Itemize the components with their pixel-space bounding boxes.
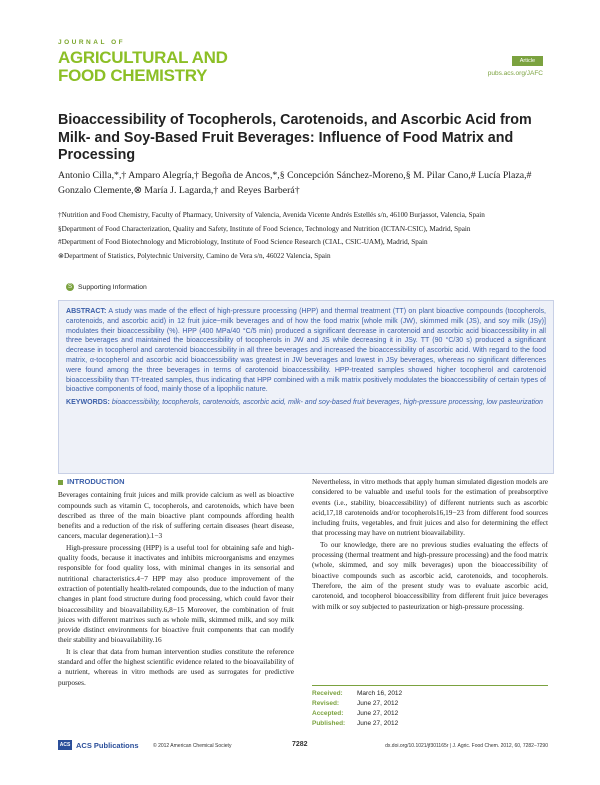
section-heading-introduction — [58, 477, 294, 487]
supporting-info-label: Supporting Information — [78, 283, 147, 291]
acs-logo-icon: ACS — [59, 742, 71, 748]
left-column — [58, 477, 294, 689]
date-label: Revised: — [312, 700, 340, 707]
date-label: Received: — [312, 690, 343, 697]
publisher-name: ACS Publications — [76, 740, 139, 750]
abstract-label: ABSTRACT: — [66, 308, 107, 315]
doi-citation[interactable]: dx.doi.org/10.1021/jf301165r | J. Agric. Food Chem. 2012, 60, 7282−7290 — [385, 743, 548, 749]
page-footer — [58, 738, 548, 754]
journal-logo — [58, 40, 268, 84]
abstract-paragraph — [66, 307, 546, 395]
affiliation: #Department of Food Biotechnology and Microbiology, Institute of Food Science Research (CIAL, CSIC-UAM), Madrid, Spain — [58, 238, 428, 246]
body-paragraph: Nevertheless, in vitro methods that apply human simulated digestion models are considered to be valuable and useful tools for the estimation of preabsorptive events (i.e., stability, bioaccessibility) of different nutrients such as ascorbic acid,17,18 carotenoids and/or tocopherols16,19−23 from different food sources including fruits, vegetables, and fruit juices and also for determining the effect that processing may have on nutrient bioavailability. — [312, 477, 548, 538]
date-value: June 27, 2012 — [357, 720, 399, 727]
journal-url[interactable]: pubs.acs.org/JAFC — [487, 70, 543, 77]
date-row — [312, 719, 548, 729]
date-label: Accepted: — [312, 710, 344, 717]
journal-logo-line3: FOOD CHEMISTRY — [58, 65, 208, 85]
publication-dates — [312, 685, 548, 729]
article-type-badge: Article — [512, 56, 543, 66]
keywords-text: bioaccessibility, tocopherols, carotenoids, ascorbic acid, milk- and soy-based fruit beverages, high-pressure processing, low pasteurization — [111, 399, 543, 407]
body-paragraph: To our knowledge, there are no previous studies evaluating the effects of processing (thermal treatment and high-pressure processing) and the food matrix (whole, skimmed, and soy milk beverages) upon the bioaccessibility of bioactive compounds such as ascorbic acid, carotenoids, and tocopherols. Therefore, the aim of the present study was to evaluate ascorbic acid, carotenoid, and tocopherol bioaccessibility from different fruit juice beverages with milk or soy subjected to pasteurization or high-pressure processing. — [312, 539, 548, 611]
date-value: March 16, 2012 — [357, 690, 403, 697]
author-list: Antonio Cilla,*,† Amparo Alegría,† Begoña de Ancos,*,§ Concepción Sánchez-Moreno,§ M. Pilar Cano,# Lucía Plaza,# Gonzalo Clemente,⊗ María J. Lagarda,† and Reyes Barberá† — [58, 170, 532, 196]
section-marker-icon — [58, 480, 63, 485]
page-number: 7282 — [292, 741, 308, 748]
affiliation: ⊗Department of Statistics, Polytechnic University, Camino de Vera s/n, 46022 Valencia, Spain — [58, 251, 331, 260]
paper-title: Bioaccessibility of Tocopherols, Carotenoids, and Ascorbic Acid from Milk- and Soy-Based Fruit Beverages: Influence of Food Matrix and Processing — [58, 112, 532, 163]
journal-logo-line2: AGRICULTURAL AND — [58, 47, 228, 67]
journal-logo-line1: JOURNAL OF — [58, 39, 126, 46]
affiliation: §Department of Food Characterization, Quality and Safety, Institute of Food Science, Technology and Nutrition (ICTAN-CSIC), Madrid, Spain — [58, 224, 471, 233]
body-paragraph: It is clear that data from human intervention studies constitute the reference standard and offer the highest scientific evidence related to the bioavailability of a nutrient, whereas in vitro methods are used as surrogates for predictive purposes. — [58, 646, 294, 687]
affiliations — [58, 210, 548, 264]
section-heading-label: INTRODUCTION — [67, 477, 125, 486]
body-paragraph: Beverages containing fruit juices and milk provide calcium as well as bioactive compounds such as vitamin C, tocopherols, and carotenoids, which have been described as three of the main bioactive plant compounds affording health benefits and a reduction of the risk of suffering certain diseases (heart disease, cancers, macular degeneration).1−3 — [58, 490, 294, 541]
abstract-text: A study was made of the effect of high-pressure processing (HPP) and thermal treatment (TT) on plant bioactive compounds (tocopherols, carotenoids, and ascorbic acid) in 12 fruit juice−milk beverages and of how the food matrix [whole milk (JW), skimmed milk (JS), and soy milk (JSy)] modulates their bioaccessibility (%). HPP (400 MPa/40 °C/5 min) produced a significant decrease in carotenoid and ascorbic acid bioaccessibility in all three beverages and maintained the bioaccessibility of tocopherols in JW and JS while decreasing it in JSy. TT (90 °C/30 s) produced a significant decrease in tocopherol and carotenoid bioaccessibility in all three beverages and increased the bioaccessibility of ascorbic acid. With regard to the food matrix, α-tocopherol and ascorbic acid bioaccessibility was greatest in JW beverages and lowest in JSy beverages, whereas no significant differences were found among the three beverages in terms of carotenoid bioaccessibility. HPP-treated samples showed higher tocopherol and carotenoid bioaccessibility than TT-treated samples, thus indicating that HPP combined with a milk matrix positively modulates the bioaccessibility of certain types of bioactive components of food, mainly those of a lipophilic nature. — [66, 308, 546, 394]
supporting-info-link[interactable] — [66, 283, 147, 291]
keywords-paragraph — [66, 398, 546, 408]
body-paragraph: High-pressure processing (HPP) is a useful tool for obtaining safe and high-quality foods, because it inactivates and inhibits microorganisms and enzymes responsible for food quality loss, with minimal changes in its sensorial and nutritional characteristics.4−7 HPP may also produce improvement of the extraction of potentially health-related compounds, due to the induction of many changes in plant food structure during food processing, which could favor their bioaccessibility and bioavailability.6,8−15 Moreover, the combination of fruit juices with different matrixes such as whole milk, skimmed milk, and soy milk provide distinct environments for bioactive fruit components that can modify their stability and bioavailability.16 — [58, 542, 294, 645]
publisher-logo[interactable] — [58, 740, 139, 750]
date-row — [312, 689, 548, 699]
abstract-box — [58, 300, 554, 474]
date-label: Published: — [312, 720, 346, 727]
date-row — [312, 699, 548, 709]
date-row — [312, 709, 548, 719]
keywords-label: KEYWORDS: — [66, 399, 110, 407]
right-column — [312, 477, 548, 613]
supporting-info-icon: S — [67, 284, 72, 290]
date-value: June 27, 2012 — [357, 700, 399, 707]
copyright: © 2012 American Chemical Society — [153, 743, 232, 749]
date-value: June 27, 2012 — [357, 710, 399, 717]
affiliation: †Nutrition and Food Chemistry, Faculty of Pharmacy, University of Valencia, Avenida Vicente Andrés Estellés s/n, 46100 Burjassot, Valencia, Spain — [58, 211, 485, 219]
